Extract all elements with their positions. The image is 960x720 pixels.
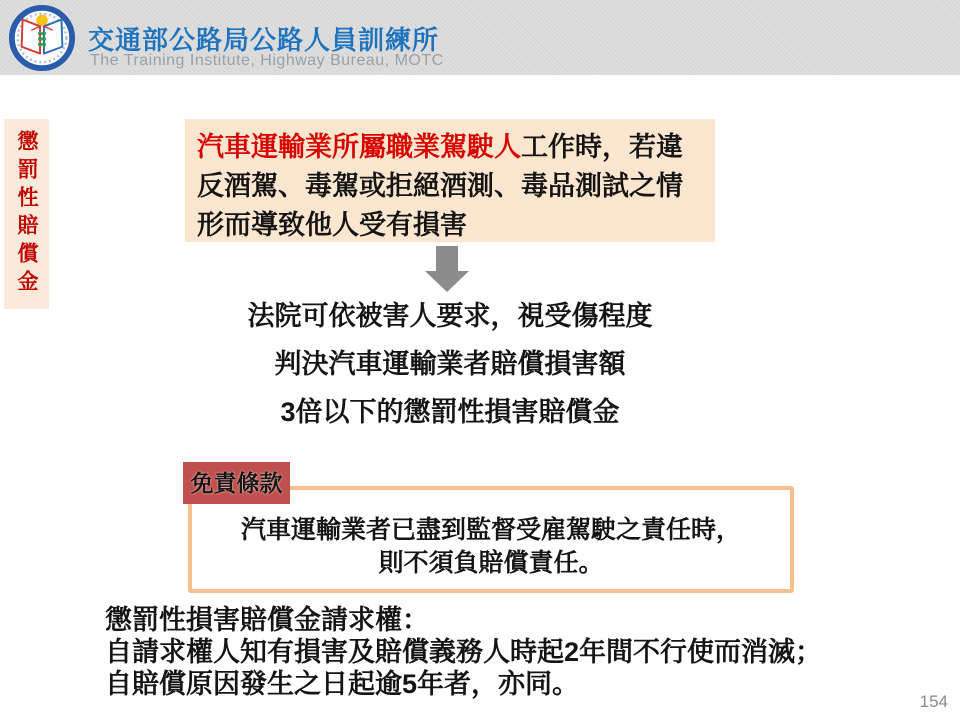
consequence-line: 判決汽車運輸業者賠償損害額 bbox=[274, 349, 626, 379]
consequence-line: 3倍以下的懲罰性損害賠償金 bbox=[280, 397, 620, 427]
exemption-line: 則不須負賠償責任。 bbox=[378, 549, 604, 577]
consequence-text-block bbox=[185, 292, 715, 436]
header-bar bbox=[0, 0, 960, 75]
intro-statement-box bbox=[185, 119, 715, 242]
down-arrow-icon bbox=[425, 246, 469, 292]
intro-highlight-text: 汽車運輸業所屬職業駕駛人 bbox=[197, 132, 521, 162]
header-subtitle: The Training Institute, Highway Bureau, MOTC bbox=[90, 52, 444, 69]
footer-note-line: 自賠償原因發生之日起逾5年者，亦同。 bbox=[105, 669, 580, 699]
exemption-clause-label: 免責條款 bbox=[183, 462, 290, 504]
footer-note-line: 自請求權人知有損害及賠償義務人時起2年間不行使而消滅； bbox=[105, 637, 823, 667]
institute-logo-icon bbox=[8, 4, 76, 72]
exemption-line: 汽車運輸業者已盡到監督受雇駕駛之責任時， bbox=[240, 516, 741, 544]
page-number: 154 bbox=[919, 692, 948, 711]
intro-body-text: 工作時，若違反酒駕、毒駕或拒絕酒測、毒品測試之情形而導致他人受有損害 bbox=[197, 132, 683, 240]
footer-note-block bbox=[105, 604, 822, 700]
sidebar-topic-label: 懲罰性賠償金 bbox=[15, 130, 38, 298]
header-title: 交通部公路局公路人員訓練所 bbox=[88, 25, 440, 55]
consequence-line: 法院可依被害人要求，視受傷程度 bbox=[247, 301, 653, 331]
footer-note-line: 懲罰性損害賠償金請求權： bbox=[105, 605, 429, 635]
sidebar-topic-tab bbox=[4, 119, 49, 309]
